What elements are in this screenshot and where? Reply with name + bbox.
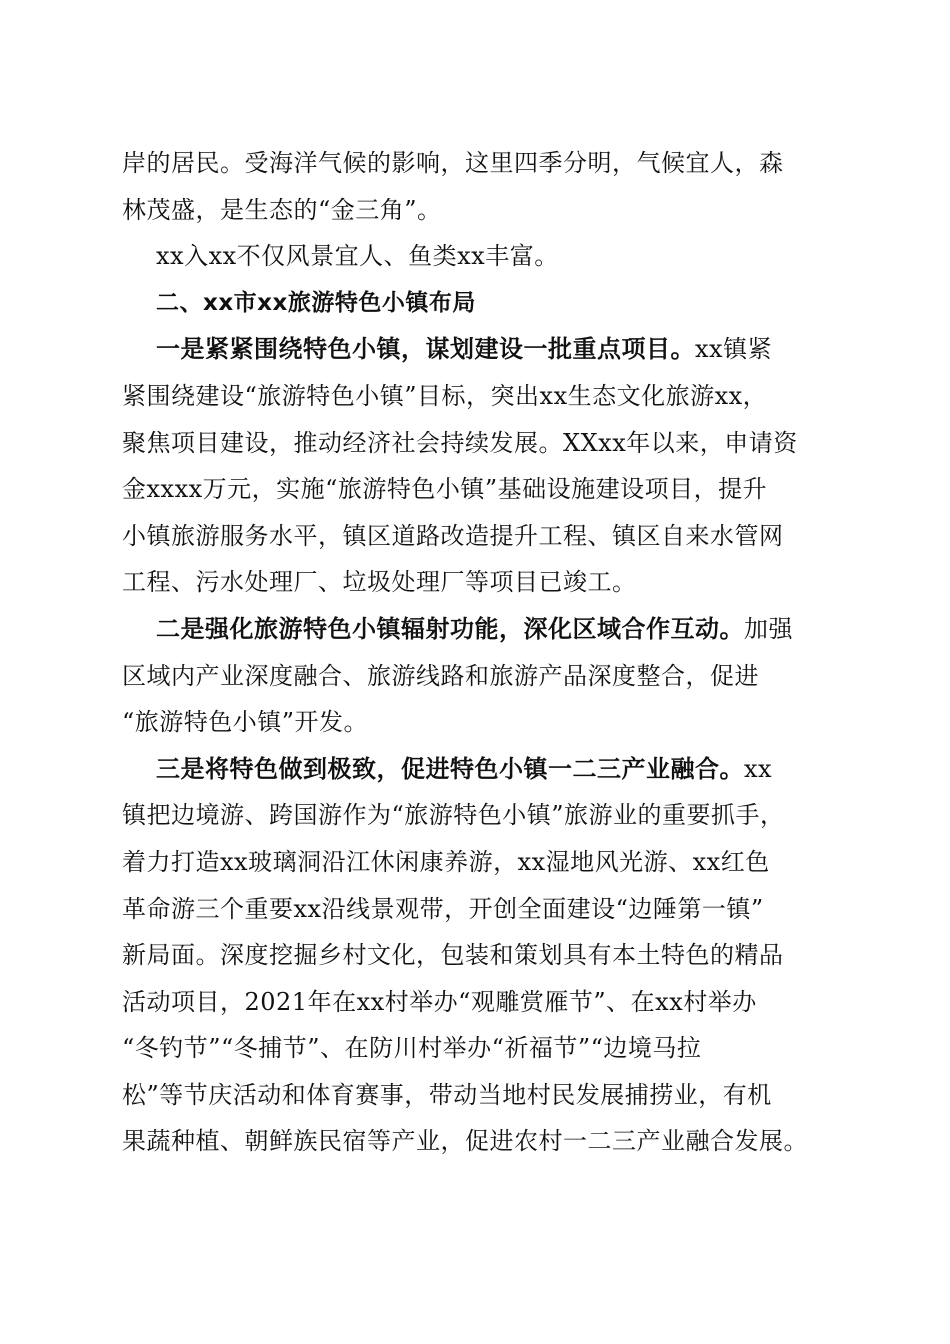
paragraph-lead: 一是紧紧围绕特色小镇，谋划建设一批重点项目。 [156, 334, 695, 364]
paragraph-first-line [122, 326, 828, 373]
body-line: 活动项目，2021年在xx村举办“观雕赏雁节”、在xx村举办 [122, 987, 757, 1016]
body-line: 林茂盛，是生态的“金三角”。 [122, 195, 442, 224]
paragraph-text: xx [744, 754, 773, 783]
body-line: 区域内产业深度融合、旅游线路和旅游产品深度整合，促进 [122, 661, 759, 690]
body-line: 新局面。深度挖掘乡村文化，包装和策划具有本土特色的精品 [122, 941, 784, 970]
body-line: “冬钓节”“冬捕节”、在防川村举办“祈福节”“边境马拉 [122, 1034, 702, 1063]
paragraph-first-line [122, 746, 828, 793]
paragraph-text: 加强 [744, 614, 793, 643]
body-line: 工程、污水处理厂、垃圾处理厂等项目已竣工。 [122, 568, 637, 597]
body-line: 小镇旅游服务水平，镇区道路改造提升工程、镇区自来水管网 [122, 521, 784, 550]
body-line: 金xxxx万元，实施“旅游特色小镇”基础设施建设项目，提升 [122, 475, 768, 504]
paragraph-lead: 三是将特色做到极致，促进特色小镇一二三产业融合。 [156, 753, 744, 783]
paragraph-first-line [122, 606, 828, 653]
paragraph-text: xx镇紧 [695, 335, 773, 364]
body-line: 岸的居民。受海洋气候的影响，这里四季分明，气候宜人，森 [122, 149, 784, 177]
body-line: 松”等节庆活动和体育赛事，带动当地村民发展捕捞业，有机 [122, 1080, 772, 1109]
paragraph-lead: 二是强化旅游特色小镇辐射功能，深化区域合作互动。 [156, 613, 744, 643]
document-body [122, 140, 828, 1165]
body-line: 着力打造xx玻璃洞沿江休闲康养游，xx湿地风光游、xx红色 [122, 847, 770, 876]
body-line: 果蔬种植、朝鲜族民宿等产业，促进农村一二三产业融合发展。 [122, 1127, 808, 1156]
paragraph-first-line: xx入xx不仅风景宜人、鱼类xx丰富。 [156, 242, 559, 271]
body-line: 革命游三个重要xx沿线景观带，开创全面建设“边陲第一镇” [122, 894, 764, 923]
body-line: “旅游特色小镇”开发。 [122, 708, 369, 737]
body-line: 聚焦项目建设，推动经济社会持续发展。XXxx年以来，申请资 [122, 428, 798, 457]
section-heading: 二、xx市xx旅游特色小镇布局 [156, 289, 476, 316]
body-line: 紧围绕建设“旅游特色小镇”目标，突出xx生态文化旅游xx， [122, 381, 768, 410]
body-line: 镇把边境游、跨国游作为“旅游特色小镇”旅游业的重要抓手， [122, 801, 785, 830]
